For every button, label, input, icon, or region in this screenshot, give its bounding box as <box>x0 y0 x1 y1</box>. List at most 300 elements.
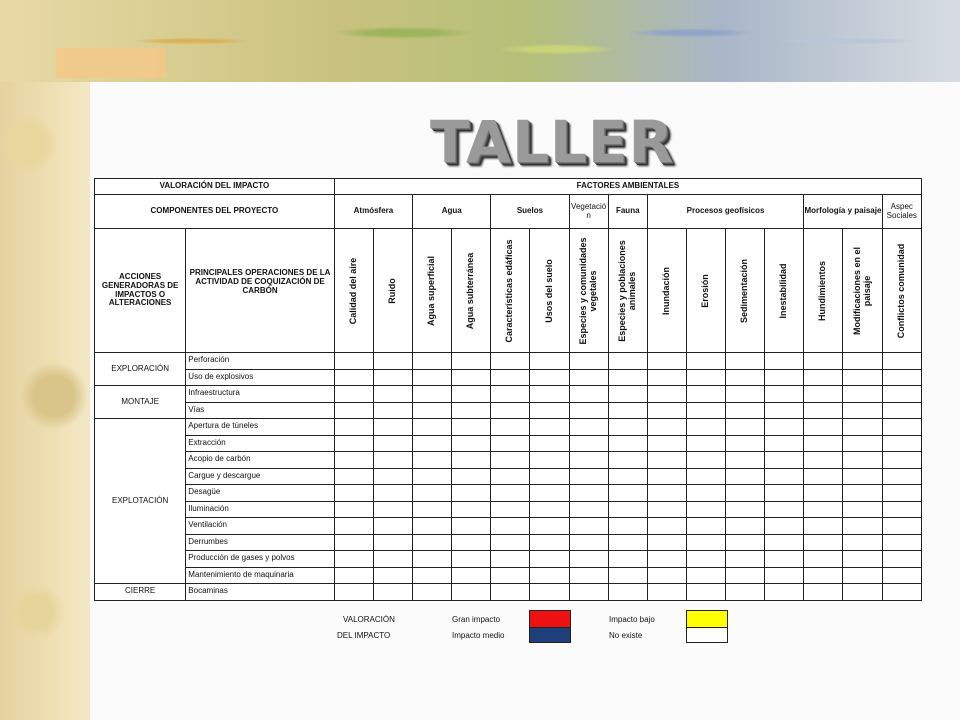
matrix-cell[interactable] <box>843 567 882 584</box>
matrix-cell[interactable] <box>334 386 373 403</box>
matrix-cell[interactable] <box>413 386 452 403</box>
matrix-cell[interactable] <box>530 534 569 551</box>
matrix-cell[interactable] <box>530 551 569 568</box>
matrix-cell[interactable] <box>882 402 921 419</box>
matrix-cell[interactable] <box>334 369 373 386</box>
legend-impacto-bajo-label: Impacto bajo <box>609 615 655 624</box>
matrix-cell[interactable] <box>452 584 491 601</box>
matrix-cell[interactable] <box>608 584 647 601</box>
matrix-cell[interactable] <box>569 501 608 518</box>
matrix-cell[interactable] <box>608 386 647 403</box>
matrix-cell[interactable] <box>491 386 530 403</box>
header-row-factors <box>95 229 922 353</box>
matrix-cell[interactable] <box>882 468 921 485</box>
matrix-cell[interactable] <box>373 369 412 386</box>
matrix-cell[interactable] <box>843 386 882 403</box>
matrix-cell[interactable] <box>608 402 647 419</box>
matrix-cell[interactable] <box>334 353 373 370</box>
matrix-cell[interactable] <box>765 419 804 436</box>
matrix-cell[interactable] <box>686 386 725 403</box>
legend-no-existe-label: No existe <box>609 631 643 640</box>
phase-cell: CIERRE <box>95 584 186 601</box>
matrix-cell[interactable] <box>843 551 882 568</box>
factor-header <box>569 229 608 353</box>
matrix-cell[interactable] <box>491 419 530 436</box>
factor-label: Especies y comunidades vegetales <box>577 236 598 345</box>
group-agua: Agua <box>413 195 491 229</box>
slide-title: TALLER <box>430 108 675 176</box>
matrix-cell[interactable] <box>804 468 843 485</box>
matrix-cell[interactable] <box>726 435 765 452</box>
matrix-cell[interactable] <box>804 567 843 584</box>
matrix-cell[interactable] <box>686 501 725 518</box>
matrix-cell[interactable] <box>843 353 882 370</box>
matrix-cell[interactable] <box>804 435 843 452</box>
table-row <box>95 551 922 568</box>
matrix-cell[interactable] <box>608 485 647 502</box>
legend-label-line2: DEL IMPACTO <box>337 631 391 640</box>
factor-header <box>765 229 804 353</box>
matrix-cell[interactable] <box>686 518 725 535</box>
matrix-cell[interactable] <box>726 419 765 436</box>
matrix-cell[interactable] <box>530 485 569 502</box>
matrix-cell[interactable] <box>452 402 491 419</box>
matrix-cell[interactable] <box>413 419 452 436</box>
factor-header <box>882 229 921 353</box>
factor-header <box>843 229 882 353</box>
matrix-cell[interactable] <box>491 435 530 452</box>
impact-matrix-table <box>94 178 922 601</box>
matrix-cell[interactable] <box>647 468 686 485</box>
matrix-cell[interactable] <box>686 584 725 601</box>
matrix-cell[interactable] <box>452 567 491 584</box>
matrix-cell[interactable] <box>608 518 647 535</box>
group-procesos-geofisicos: Procesos geofísicos <box>647 195 804 229</box>
matrix-cell[interactable] <box>843 534 882 551</box>
matrix-cell[interactable] <box>569 402 608 419</box>
matrix-cell[interactable] <box>882 518 921 535</box>
matrix-cell[interactable] <box>334 501 373 518</box>
matrix-cell[interactable] <box>569 534 608 551</box>
matrix-cell[interactable] <box>804 551 843 568</box>
factor-label: Características edáficas <box>504 238 515 343</box>
matrix-cell[interactable] <box>765 518 804 535</box>
factor-header <box>530 229 569 353</box>
matrix-cell[interactable] <box>765 567 804 584</box>
matrix-cell[interactable] <box>765 386 804 403</box>
matrix-cell[interactable] <box>882 551 921 568</box>
matrix-cell[interactable] <box>647 386 686 403</box>
matrix-cell[interactable] <box>334 452 373 469</box>
matrix-cell[interactable] <box>726 567 765 584</box>
operation-cell: Cargue y descargue <box>186 468 335 485</box>
matrix-cell[interactable] <box>765 353 804 370</box>
matrix-cell[interactable] <box>530 452 569 469</box>
matrix-cell[interactable] <box>726 353 765 370</box>
matrix-cell[interactable] <box>373 567 412 584</box>
matrix-cell[interactable] <box>765 485 804 502</box>
matrix-cell[interactable] <box>882 534 921 551</box>
matrix-cell[interactable] <box>452 369 491 386</box>
matrix-cell[interactable] <box>452 501 491 518</box>
group-vegetacion: Vegetació n <box>569 195 608 229</box>
matrix-cell[interactable] <box>647 551 686 568</box>
matrix-cell[interactable] <box>647 534 686 551</box>
matrix-cell[interactable] <box>530 435 569 452</box>
operation-cell: Iluminación <box>186 501 335 518</box>
matrix-cell[interactable] <box>413 518 452 535</box>
matrix-cell[interactable] <box>647 353 686 370</box>
matrix-cell[interactable] <box>491 551 530 568</box>
matrix-cell[interactable] <box>882 452 921 469</box>
matrix-cell[interactable] <box>373 501 412 518</box>
matrix-cell[interactable] <box>686 402 725 419</box>
matrix-cell[interactable] <box>413 567 452 584</box>
matrix-cell[interactable] <box>726 584 765 601</box>
matrix-cell[interactable] <box>373 419 412 436</box>
matrix-cell[interactable] <box>804 419 843 436</box>
table-row <box>95 386 922 403</box>
matrix-cell[interactable] <box>413 353 452 370</box>
matrix-cell[interactable] <box>765 584 804 601</box>
matrix-cell[interactable] <box>569 435 608 452</box>
matrix-cell[interactable] <box>491 452 530 469</box>
matrix-cell[interactable] <box>726 468 765 485</box>
matrix-cell[interactable] <box>686 468 725 485</box>
matrix-cell[interactable] <box>843 501 882 518</box>
matrix-cell[interactable] <box>608 468 647 485</box>
matrix-cell[interactable] <box>882 435 921 452</box>
factor-label: Calidad del aire <box>347 257 358 324</box>
matrix-cell[interactable] <box>804 485 843 502</box>
matrix-cell[interactable] <box>452 353 491 370</box>
matrix-cell[interactable] <box>804 369 843 386</box>
factor-header <box>647 229 686 353</box>
matrix-cell[interactable] <box>491 584 530 601</box>
matrix-cell[interactable] <box>373 534 412 551</box>
matrix-cell[interactable] <box>373 584 412 601</box>
factor-header <box>804 229 843 353</box>
factor-label: Especies y poblaciones animales <box>616 239 637 342</box>
background-left-decoration <box>0 0 90 720</box>
matrix-cell[interactable] <box>530 468 569 485</box>
factor-label: Sedimentación <box>739 258 750 323</box>
matrix-cell[interactable] <box>491 518 530 535</box>
matrix-cell[interactable] <box>413 452 452 469</box>
matrix-cell[interactable] <box>530 353 569 370</box>
matrix-cell[interactable] <box>452 419 491 436</box>
matrix-cell[interactable] <box>608 534 647 551</box>
matrix-cell[interactable] <box>452 534 491 551</box>
matrix-cell[interactable] <box>413 534 452 551</box>
matrix-cell[interactable] <box>530 386 569 403</box>
matrix-cell[interactable] <box>413 402 452 419</box>
matrix-cell[interactable] <box>843 452 882 469</box>
operation-cell: Desagüe <box>186 485 335 502</box>
factores-header: FACTORES AMBIENTALES <box>334 179 921 195</box>
legend-impacto-medio-label: Impacto medio <box>452 631 505 640</box>
matrix-cell[interactable] <box>882 386 921 403</box>
matrix-cell[interactable] <box>452 452 491 469</box>
table-row <box>95 353 922 370</box>
factor-label: Modificaciones en el paisaje <box>851 246 872 335</box>
legend-impacto-medio-swatch <box>529 627 571 643</box>
factor-header <box>608 229 647 353</box>
matrix-cell[interactable] <box>491 369 530 386</box>
factor-header <box>686 229 725 353</box>
matrix-cell[interactable] <box>882 567 921 584</box>
matrix-cell[interactable] <box>882 369 921 386</box>
acciones-header: ACCIONES GENERADORAS DE IMPACTOS O ALTERACIONES <box>95 229 186 353</box>
matrix-cell[interactable] <box>413 501 452 518</box>
matrix-cell[interactable] <box>491 534 530 551</box>
operation-cell: Perforación <box>186 353 335 370</box>
factor-header <box>413 229 452 353</box>
group-morfologia-paisaje: Morfología y paisaje <box>804 195 882 229</box>
matrix-cell[interactable] <box>726 369 765 386</box>
matrix-cell[interactable] <box>804 386 843 403</box>
factor-label: Agua superficial <box>426 255 437 326</box>
matrix-cell[interactable] <box>413 584 452 601</box>
operation-cell: Infraestructura <box>186 386 335 403</box>
matrix-cell[interactable] <box>334 419 373 436</box>
table-row <box>95 468 922 485</box>
matrix-cell[interactable] <box>569 584 608 601</box>
matrix-cell[interactable] <box>765 534 804 551</box>
matrix-cell[interactable] <box>726 534 765 551</box>
matrix-cell[interactable] <box>491 567 530 584</box>
matrix-cell[interactable] <box>765 501 804 518</box>
matrix-cell[interactable] <box>647 501 686 518</box>
matrix-cell[interactable] <box>530 518 569 535</box>
matrix-cell[interactable] <box>686 435 725 452</box>
matrix-cell[interactable] <box>804 584 843 601</box>
matrix-cell[interactable] <box>413 468 452 485</box>
matrix-cell[interactable] <box>647 485 686 502</box>
matrix-cell[interactable] <box>530 419 569 436</box>
matrix-cell[interactable] <box>882 485 921 502</box>
matrix-cell[interactable] <box>726 518 765 535</box>
matrix-cell[interactable] <box>373 485 412 502</box>
matrix-cell[interactable] <box>804 534 843 551</box>
operation-cell: Vías <box>186 402 335 419</box>
matrix-cell[interactable] <box>804 402 843 419</box>
matrix-cell[interactable] <box>804 353 843 370</box>
matrix-cell[interactable] <box>765 468 804 485</box>
matrix-cell[interactable] <box>413 551 452 568</box>
group-aspectos-sociales: Aspec Sociales <box>882 195 921 229</box>
matrix-cell[interactable] <box>726 485 765 502</box>
matrix-cell[interactable] <box>491 485 530 502</box>
matrix-cell[interactable] <box>843 518 882 535</box>
matrix-cell[interactable] <box>686 419 725 436</box>
matrix-cell[interactable] <box>647 435 686 452</box>
factor-header <box>726 229 765 353</box>
matrix-cell[interactable] <box>647 518 686 535</box>
matrix-cell[interactable] <box>765 452 804 469</box>
matrix-cell[interactable] <box>373 435 412 452</box>
table-row <box>95 419 922 436</box>
matrix-cell[interactable] <box>334 435 373 452</box>
matrix-cell[interactable] <box>726 551 765 568</box>
matrix-cell[interactable] <box>843 485 882 502</box>
matrix-cell[interactable] <box>413 435 452 452</box>
matrix-cell[interactable] <box>413 485 452 502</box>
legend-label-line1: VALORACIÓN <box>343 615 395 624</box>
operation-cell: Derrumbes <box>186 534 335 551</box>
matrix-cell[interactable] <box>804 452 843 469</box>
matrix-cell[interactable] <box>804 501 843 518</box>
matrix-cell[interactable] <box>491 353 530 370</box>
matrix-cell[interactable] <box>608 435 647 452</box>
matrix-cell[interactable] <box>530 584 569 601</box>
matrix-cell[interactable] <box>686 353 725 370</box>
matrix-cell[interactable] <box>373 402 412 419</box>
group-suelos: Suelos <box>491 195 569 229</box>
matrix-cell[interactable] <box>686 567 725 584</box>
phase-cell: EXPLORACIÓN <box>95 353 186 386</box>
matrix-cell[interactable] <box>843 402 882 419</box>
matrix-cell[interactable] <box>647 419 686 436</box>
operation-cell: Apertura de túneles <box>186 419 335 436</box>
factor-label: Conflictos comunidad <box>895 243 906 338</box>
matrix-cell[interactable] <box>765 551 804 568</box>
matrix-cell[interactable] <box>334 534 373 551</box>
table-row <box>95 485 922 502</box>
matrix-cell[interactable] <box>569 369 608 386</box>
matrix-cell[interactable] <box>530 369 569 386</box>
matrix-cell[interactable] <box>608 501 647 518</box>
matrix-cell[interactable] <box>686 551 725 568</box>
table-row <box>95 501 922 518</box>
matrix-cell[interactable] <box>726 402 765 419</box>
group-fauna: Fauna <box>608 195 647 229</box>
table-row <box>95 452 922 469</box>
matrix-cell[interactable] <box>843 435 882 452</box>
matrix-cell[interactable] <box>569 452 608 469</box>
matrix-cell[interactable] <box>373 452 412 469</box>
matrix-cell[interactable] <box>843 419 882 436</box>
factor-header <box>334 229 373 353</box>
matrix-cell[interactable] <box>608 353 647 370</box>
matrix-cell[interactable] <box>686 369 725 386</box>
matrix-cell[interactable] <box>530 501 569 518</box>
matrix-cell[interactable] <box>686 534 725 551</box>
matrix-cell[interactable] <box>334 551 373 568</box>
matrix-cell[interactable] <box>373 353 412 370</box>
matrix-cell[interactable] <box>569 468 608 485</box>
matrix-cell[interactable] <box>647 452 686 469</box>
table-row <box>95 567 922 584</box>
matrix-cell[interactable] <box>334 567 373 584</box>
matrix-cell[interactable] <box>726 452 765 469</box>
matrix-cell[interactable] <box>452 518 491 535</box>
operation-cell: Producción de gases y polvos <box>186 551 335 568</box>
operation-cell: Uso de explosivos <box>186 369 335 386</box>
group-atmosfera: Atmósfera <box>334 195 412 229</box>
operation-cell: Ventilación <box>186 518 335 535</box>
matrix-cell[interactable] <box>726 501 765 518</box>
matrix-cell[interactable] <box>452 468 491 485</box>
matrix-cell[interactable] <box>882 501 921 518</box>
matrix-cell[interactable] <box>569 485 608 502</box>
table-row <box>95 584 922 601</box>
matrix-cell[interactable] <box>804 518 843 535</box>
factor-label: Ruido <box>387 277 398 304</box>
matrix-cell[interactable] <box>491 501 530 518</box>
matrix-cell[interactable] <box>765 435 804 452</box>
matrix-cell[interactable] <box>726 386 765 403</box>
matrix-cell[interactable] <box>334 518 373 535</box>
matrix-cell[interactable] <box>452 435 491 452</box>
operaciones-header: PRINCIPALES OPERACIONES DE LA ACTIVIDAD DE COQUIZACIÓN DE CARBÓN <box>186 229 335 353</box>
matrix-cell[interactable] <box>647 402 686 419</box>
background-strip <box>56 48 166 78</box>
matrix-cell[interactable] <box>765 402 804 419</box>
matrix-cell[interactable] <box>608 567 647 584</box>
matrix-cell[interactable] <box>882 353 921 370</box>
legend-no-existe-swatch <box>686 627 728 643</box>
matrix-cell[interactable] <box>530 402 569 419</box>
table-row <box>95 518 922 535</box>
matrix-cell[interactable] <box>569 386 608 403</box>
matrix-cell[interactable] <box>569 353 608 370</box>
factor-header <box>373 229 412 353</box>
matrix-cell[interactable] <box>373 518 412 535</box>
matrix-cell[interactable] <box>608 419 647 436</box>
matrix-cell[interactable] <box>569 518 608 535</box>
matrix-cell[interactable] <box>765 369 804 386</box>
matrix-cell[interactable] <box>647 369 686 386</box>
matrix-cell[interactable] <box>334 402 373 419</box>
matrix-cell[interactable] <box>882 584 921 601</box>
matrix-cell[interactable] <box>647 567 686 584</box>
matrix-cell[interactable] <box>530 567 569 584</box>
matrix-cell[interactable] <box>608 369 647 386</box>
factor-label: Inestabilidad <box>778 263 789 319</box>
matrix-cell[interactable] <box>491 402 530 419</box>
matrix-cell[interactable] <box>647 584 686 601</box>
matrix-cell[interactable] <box>373 386 412 403</box>
matrix-cell[interactable] <box>452 485 491 502</box>
matrix-cell[interactable] <box>569 551 608 568</box>
matrix-cell[interactable] <box>373 468 412 485</box>
matrix-cell[interactable] <box>608 452 647 469</box>
matrix-cell[interactable] <box>491 468 530 485</box>
valoracion-header: VALORACIÓN DEL IMPACTO <box>95 179 335 195</box>
matrix-cell[interactable] <box>413 369 452 386</box>
phase-cell: EXPLOTACIÓN <box>95 419 186 584</box>
matrix-cell[interactable] <box>569 567 608 584</box>
matrix-cell[interactable] <box>334 584 373 601</box>
matrix-cell[interactable] <box>373 551 412 568</box>
matrix-cell[interactable] <box>452 551 491 568</box>
matrix-cell[interactable] <box>452 386 491 403</box>
matrix-cell[interactable] <box>686 452 725 469</box>
factor-label: Hundimientos <box>817 260 828 321</box>
matrix-cell[interactable] <box>334 468 373 485</box>
matrix-cell[interactable] <box>843 369 882 386</box>
matrix-cell[interactable] <box>686 485 725 502</box>
matrix-cell[interactable] <box>334 485 373 502</box>
matrix-cell[interactable] <box>569 419 608 436</box>
factor-label: Usos del suelo <box>543 258 554 323</box>
matrix-cell[interactable] <box>843 584 882 601</box>
matrix-cell[interactable] <box>882 419 921 436</box>
matrix-cell[interactable] <box>608 551 647 568</box>
factor-header <box>452 229 491 353</box>
matrix-cell[interactable] <box>843 468 882 485</box>
